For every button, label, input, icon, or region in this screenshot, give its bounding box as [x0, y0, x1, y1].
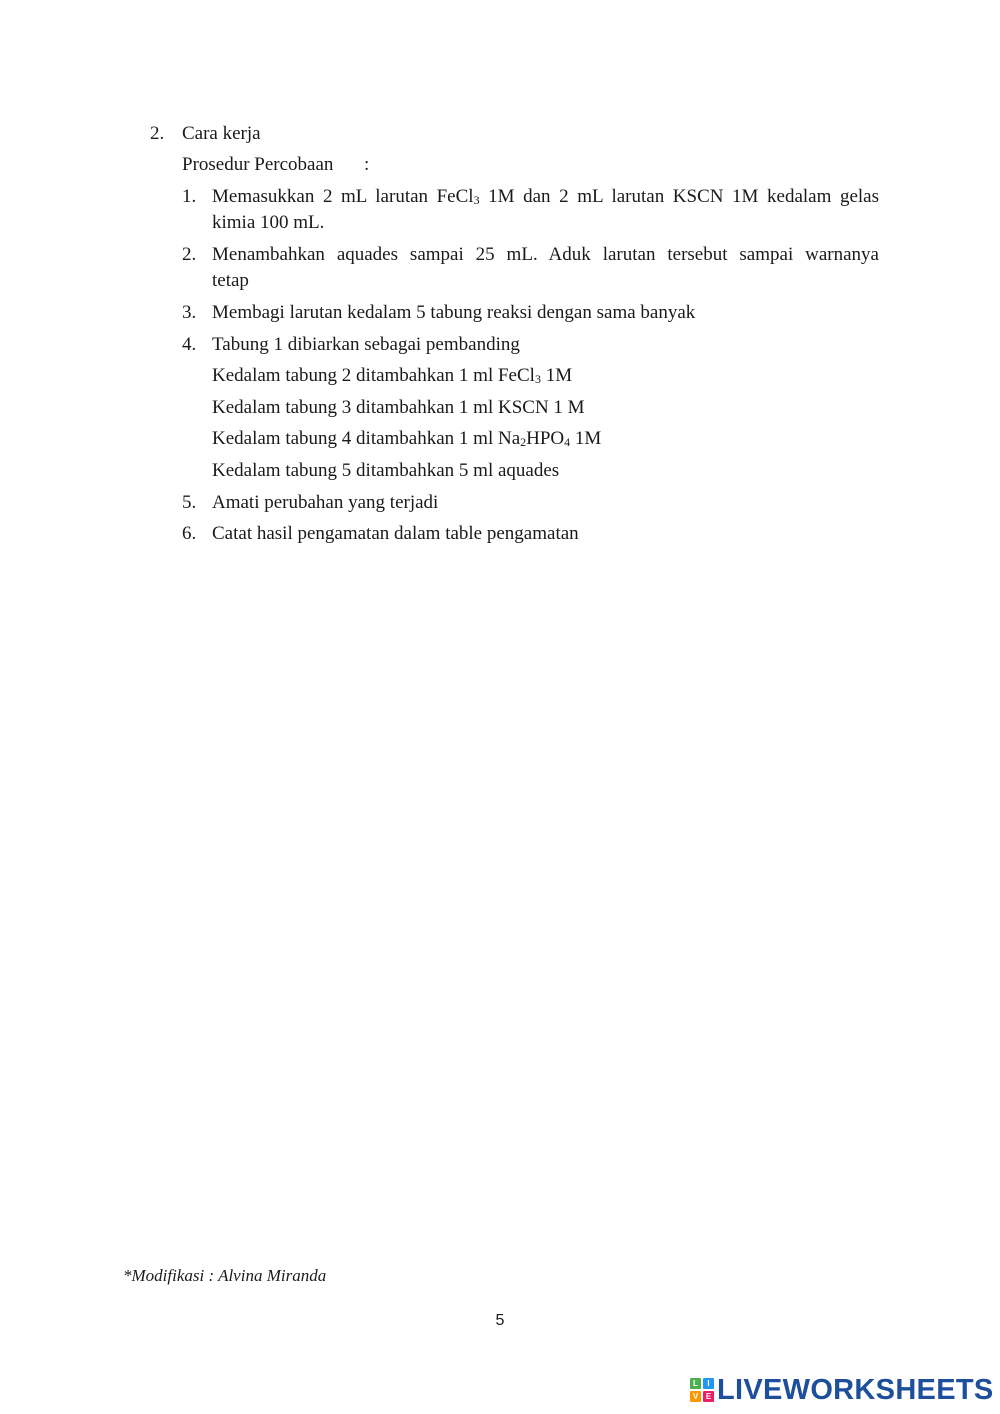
- step-6-number: 6.: [182, 523, 197, 544]
- logo-letter-l: L: [690, 1378, 701, 1389]
- step-4-tube-5: Kedalam tabung 5 ditambahkan 5 ml aquades: [212, 460, 560, 481]
- liveworksheets-icon: [690, 1378, 714, 1402]
- section-title: Cara kerja: [182, 123, 261, 144]
- step-3-line-1: Membagi larutan kedalam 5 tabung reaksi dengan sama banyak: [212, 302, 696, 323]
- tube-2-text-end: 1M: [540, 365, 573, 386]
- step-5-line-1: Amati perubahan yang terjadi: [212, 492, 439, 513]
- step-2-number: 2.: [182, 244, 197, 265]
- step-4-tube-4: [212, 426, 601, 452]
- step-4-tube-3: Kedalam tabung 3 ditambahkan 1 ml KSCN 1 M: [212, 397, 585, 418]
- step-1-line-1: [212, 184, 879, 210]
- section-number: 2.: [150, 123, 165, 144]
- step-2-line-1: Menambahkan aquades sampai 25 mL. Aduk larutan tersebut sampai warnanya: [212, 244, 879, 265]
- procedure-colon: :: [364, 154, 370, 175]
- liveworksheets-text: LIVEWORKSHEETS: [717, 1374, 994, 1406]
- tube-4-text-mid: HPO: [526, 428, 565, 449]
- logo-letter-i: I: [703, 1378, 714, 1389]
- tube-2-text: Kedalam tabung 2 ditambahkan 1 ml FeCl: [212, 365, 535, 386]
- procedure-label: Prosedur Percobaan: [182, 154, 334, 175]
- tube-4-subscript-2: 4: [564, 435, 571, 449]
- logo-letter-e: E: [703, 1391, 714, 1402]
- step-1-text-a: Memasukkan 2 mL larutan FeCl: [212, 186, 474, 207]
- tube-2-subscript: 3: [534, 372, 541, 386]
- step-4-line-1: Tabung 1 dibiarkan sebagai pembanding: [212, 334, 520, 355]
- step-1-subscript: 3: [473, 193, 480, 207]
- tube-4-subscript-1: 2: [520, 435, 527, 449]
- tube-4-text: Kedalam tabung 4 ditambahkan 1 ml Na: [212, 428, 521, 449]
- page-number: 5: [495, 1312, 505, 1329]
- step-4-tube-2: [212, 363, 572, 389]
- step-6-line-1: Catat hasil pengamatan dalam table pengamatan: [212, 523, 579, 544]
- step-2-line-2: tetap: [212, 270, 249, 291]
- step-3-number: 3.: [182, 302, 197, 323]
- footnote: *Modifikasi : Alvina Miranda: [123, 1266, 327, 1285]
- liveworksheets-logo[interactable]: [690, 1372, 994, 1408]
- step-5-number: 5.: [182, 492, 197, 513]
- step-4-number: 4.: [182, 334, 197, 355]
- tube-4-text-end: 1M: [570, 428, 602, 449]
- step-1-text-b: 1M dan 2 mL larutan KSCN 1M kedalam gelas: [479, 186, 879, 207]
- logo-letter-v: V: [690, 1391, 701, 1402]
- step-1-line-2: kimia 100 mL.: [212, 212, 325, 233]
- step-1-number: 1.: [182, 186, 197, 207]
